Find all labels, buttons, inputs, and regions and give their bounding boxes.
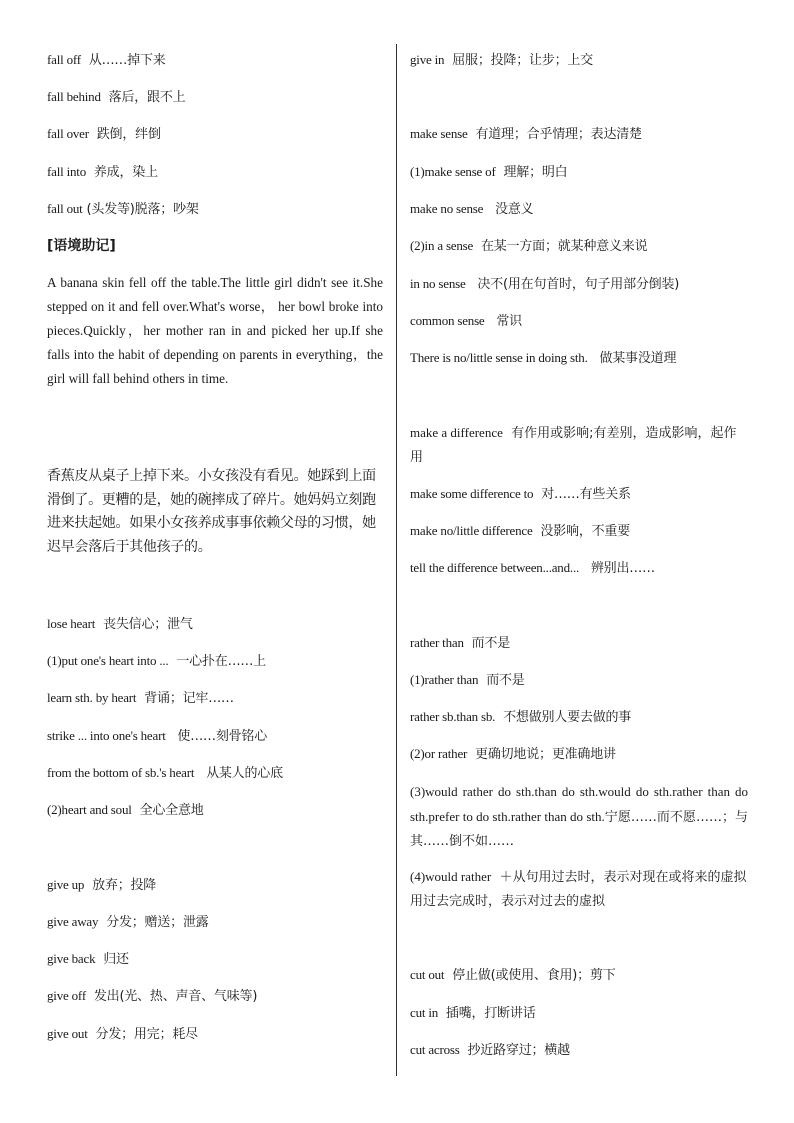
phrase-entry: make some difference to 对……有些关系	[410, 486, 631, 502]
context-heading: [语境助记]	[47, 238, 116, 254]
phrase-entry: fall into 养成，染上	[47, 164, 158, 180]
phrase-entry: tell the difference between...and... 辨别出……	[410, 560, 655, 576]
phrase-entry: cut out 停止做(或使用、食用)；剪下	[410, 967, 616, 983]
phrase-entry: cut across 抄近路穿过；横越	[410, 1042, 570, 1058]
phrase-entry: fall behind 落后，跟不上	[47, 89, 186, 105]
phrase-entry: learn sth. by heart 背诵；记牢……	[47, 690, 234, 706]
phrase-entry: (2)or rather 更确切地说；更准确地讲	[410, 746, 616, 762]
phrase-entry: (2)in a sense 在某一方面；就某种意义来说	[410, 238, 648, 254]
phrase-entry: from the bottom of sb.'s heart 从某人的心底	[47, 765, 283, 781]
context-paragraph-zh: 香蕉皮从桌子上掉下来。小女孩没有看见。她踩到上面滑倒了。更糟的是，她的碗摔成了碎片。她妈妈立刻跑进来扶起她。如果小女孩养成事事依赖父母的习惯，她迟早会落后于其他孩子的。	[47, 468, 376, 555]
phrase-entry: fall over 跌倒，绊倒	[47, 126, 161, 142]
phrase-entry: (3)would rather do sth.than do sth.would do sth.rather than do sth.prefer to do sth.rather than do sth.宁愿……而不愿……；与其……倒不如……	[410, 784, 748, 849]
phrase-entry: give out 分发；用完；耗尽	[47, 1026, 198, 1042]
phrase-entry: make no sense 没意义	[410, 201, 534, 217]
phrase-entry: common sense 常识	[410, 313, 522, 329]
phrase-entry: (1)make sense of 理解；明白	[410, 164, 568, 180]
phrase-entry: make a difference 有作用或影响;有差别，造成影响，起作用	[410, 425, 737, 465]
phrase-entry: give away 分发；赠送；泄露	[47, 914, 209, 930]
phrase-entry: give off 发出(光、热、声音、气味等)	[47, 988, 258, 1004]
phrase-entry: fall off 从……掉下来	[47, 52, 166, 68]
phrase-entry: (4)would rather ＋从句用过去时，表示对现在或将来的虚拟用过去完成时，表示对过去的虚拟	[410, 869, 747, 909]
phrase-entry: give up 放弃；投降	[47, 877, 157, 893]
phrase-entry: give in 屈服；投降；让步；上交	[410, 52, 594, 68]
phrase-entry: in no sense 决不(用在句首时，句子用部分倒装)	[410, 276, 680, 292]
phrase-entry: strike ... into one's heart 使……刻骨铭心	[47, 728, 268, 744]
phrase-entry: (1)put one's heart into ... 一心扑在……上	[47, 653, 266, 669]
phrase-entry: cut in 插嘴，打断讲话	[410, 1005, 536, 1021]
phrase-entry: give back 归还	[47, 951, 129, 967]
phrase-entry: There is no/little sense in doing sth. 做某事没道理	[410, 350, 677, 366]
phrase-entry: (2)heart and soul 全心全意地	[47, 802, 204, 818]
phrase-entry: (1)rather than 而不是	[410, 672, 525, 688]
phrase-entry: lose heart 丧失信心；泄气	[47, 616, 193, 632]
phrase-entry: fall out (头发等)脱落；吵架	[47, 201, 199, 217]
phrase-entry: rather than 而不是	[410, 635, 511, 651]
phrase-entry: make sense 有道理；合乎情理；表达清楚	[410, 126, 642, 142]
phrase-entry: rather sb.than sb. 不想做别人要去做的事	[410, 709, 632, 725]
context-paragraph-en: A banana skin fell off the table.The little girl didn't see it.She stepped on it and fell over.What's worse， her bowl broke into pieces.Quickly，her mother ran in and picked her up.If she falls into the habit of depending on parents in everything，the girl will fall behind others in time.	[47, 275, 383, 386]
phrase-entry: make no/little difference 没影响，不重要	[410, 523, 631, 539]
column-divider	[396, 44, 397, 1076]
